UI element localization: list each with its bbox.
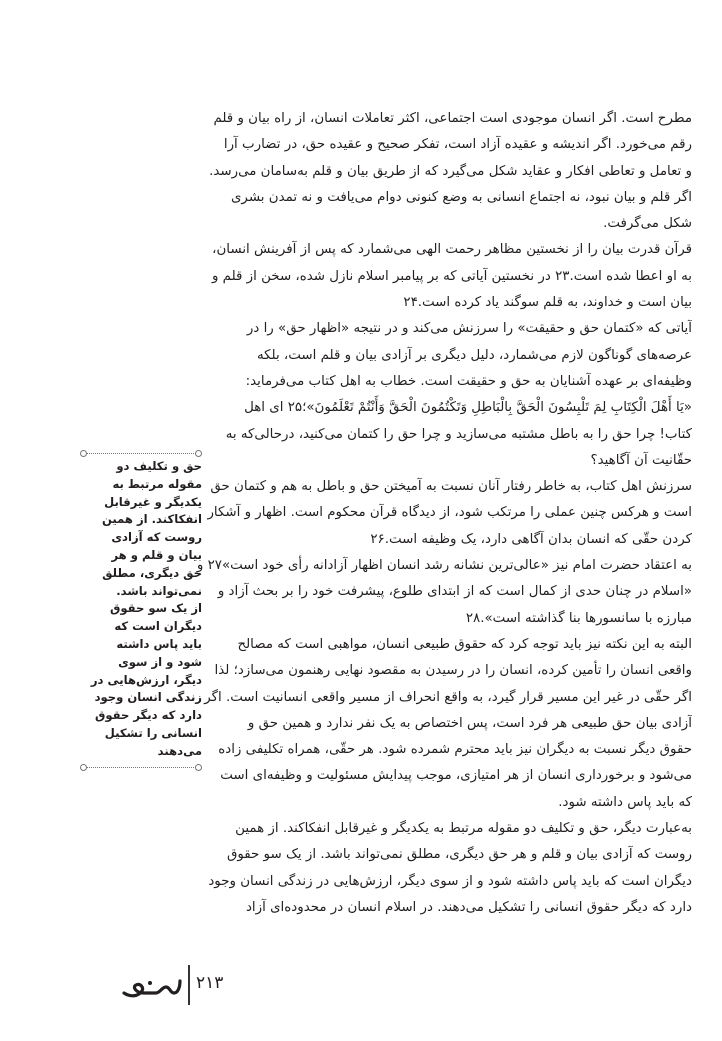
sidebar-line: حق و تکلیف دو [116,459,202,473]
text-line: شکل می‌گرفت. [603,216,692,232]
footer-divider [188,965,190,1005]
text-line: کردن حقّی که انسان بدان آگاهی دارد، یک وظیفه است.۲۶ [370,531,692,547]
text-line: به‌عبارت دیگر، حق و تکلیف دو مقوله مرتبط به یکدیگر و غیرقابل انفکاکند. از همین [235,821,692,837]
sidebar-line: دیگر، ارزش‌هایی در [90,672,202,687]
sidebar-top-rule [80,450,202,458]
text-line: رقم می‌خورد. اگر اندیشه و عقیده آزاد است، تفکر صحیح و عقیده حق، در تضارب آرا [223,137,692,153]
text-line: حقوق دیگر نسبت به دیگران نیز باید محترم شمرده شود. هر حقّی، همراه تکلیفی زاده [218,742,692,758]
text-line: کتاب! چرا حق را به باطل مشتبه می‌سازید و چرا حق را کتمان می‌کنید، درحالی‌که به [225,426,692,442]
sidebar-line: شود و از سوی [118,654,202,669]
hozour-logo [120,973,184,1003]
text-line: به او اعطا شده است.۲۳ در نخستین آیاتی که بر پیامبر اسلام نازل شده، سخن از قلم و [211,268,692,284]
text-line: قرآن قدرت بیان را از نخستین مظاهر رحمت الهی می‌شمارد که پس از آفرینش انسان، [212,242,692,258]
text-line: آیاتی که «کتمان حق و حقیقت» را سرزنش می‌کند و در نتیجه «اظهار حق» را در [246,321,692,337]
sidebar-line: باید پاس داشته [116,636,202,651]
text-line: دارد که دیگر حقوق انسانی را تشکیل می‌دهند. در اسلام انسان در محدوده‌ای آزاد [245,899,692,915]
sidebar-line: نمی‌تواند باشد. [116,583,202,598]
sidebar-line: دارد که دیگر حقوق [94,708,202,723]
text-line: است و هرکس چنین عملی را مرتکب شود، از دیدگاه قرآن محکوم است. اظهار و آشکار [207,505,692,521]
main-text-column [187,106,692,921]
sidebar-line: حق دیگری، مطلق [102,565,202,580]
sidebar-bottom-rule [80,764,202,772]
text-line: سرزنش اهل کتاب، به خاطر رفتار آنان نسبت به آمیختن حق و باطل به هم و کتمان حق [210,479,692,495]
text-line: «يَا أَهْلَ الْكِتَابِ لِمَ تَلْبِسُونَ الْحَقَّ بِالْبَاطِلِ وَتَكْتُمُونَ الْحَقَّ وَأَنْتُمْ تَعْلَمُونَ»؛۲۵ ای اهل [244,400,692,416]
text-line: روست که آزادی بیان و قلم و هر حق دیگری، مطلق نمی‌تواند باشد. از یک سو حقوق [226,847,692,863]
sidebar-line: یکدیگر و غیرقابل [104,494,202,509]
sidebar-line: انفکاکند. از همین [101,512,202,527]
text-line: اگر حقّی در غیر این مسیر قرار گیرد، به واقع انحراف از مسیر واقعی انسانیت است. اگر [204,689,692,705]
sidebar-line: انسانی را تشکیل [104,725,202,740]
text-line: دیگران است که باید پاس داشته شود و از سوی دیگر، ارزش‌هایی در زندگی انسان وجود [208,873,692,889]
text-line: عرصه‌های گوناگون لازم می‌شمارد، دلیل دیگری بر آزادی بیان و قلم است، بلکه [256,347,692,363]
text-line: حقّانیت آن آگاهید؟ [590,452,692,468]
sidebar-pull-quote [80,458,202,761]
sidebar-line: می‌دهند [157,743,202,758]
text-line: البته به این نکته نیز باید توجه کرد که حقوق طبیعی انسان، مواهبی است که مصالح [237,636,692,652]
page-footer [120,965,260,1015]
text-line: مطرح است. اگر انسان موجودی است اجتماعی، اکثر تعاملات انسان، از راه بیان و قلم [213,111,692,126]
sidebar-line: بیان و قلم و هر [111,547,202,562]
sidebar-line: زندگی انسان وجود [94,690,202,705]
text-line: مبارزه با سانسورها بنا گذاشته است».۲۸ [465,610,692,626]
sidebar-line: دیگران است که [114,619,202,634]
text-line: واقعی انسان را تأمین کرده، انسان را در رسیدن به مقصود نهایی رهنمون می‌سازد؛ لذا [214,663,692,679]
text-line: و تعامل و تعاطی افکار و عقاید شکل می‌گیرد که از طریق بیان و قلم به‌سامان می‌رسد. [209,163,692,179]
text-line: بیان است و خداوند، به قلم سوگند یاد کرده است.۲۴ [403,295,692,311]
page-number: ۲۱۳ [196,973,224,993]
sidebar-line: مقوله مرتبط به [112,476,202,491]
text-line: می‌شود و برخورداری انسان از هر امتیازی، موجب پیدایش مسئولیت و وظیفه‌ای است [220,768,692,784]
text-line: «اسلام در چنان حدی از کمال است که از ابتدای طلوع، پیشرفت خود را بر بحث آزاد و [217,584,692,600]
text-line: اگر قلم و بیان نبود، نه اجتماع انسانی به وضع کنونی دوام می‌یافت و نه تمدن بشری [230,189,692,205]
text-line: که باید پاس داشته شود. [558,794,692,810]
sidebar-line: از یک سو حقوق [110,601,202,616]
text-line: آزادی بیان حق طبیعی هر فرد است، پس اختصاص به یک نفر ندارد و همین حق و [247,715,692,731]
text-line: وظیفه‌ای بر عهده آشنایان به حق و حقیقت است. خطاب به اهل کتاب می‌فرماید: [245,373,692,389]
text-line: به اعتقاد حضرت امام نیز «عالی‌ترین نشانه رشد انسان اظهار آزادانه رأی خود است»۲۷ و [196,558,692,574]
sidebar-line: روست که آزادی [111,530,202,545]
